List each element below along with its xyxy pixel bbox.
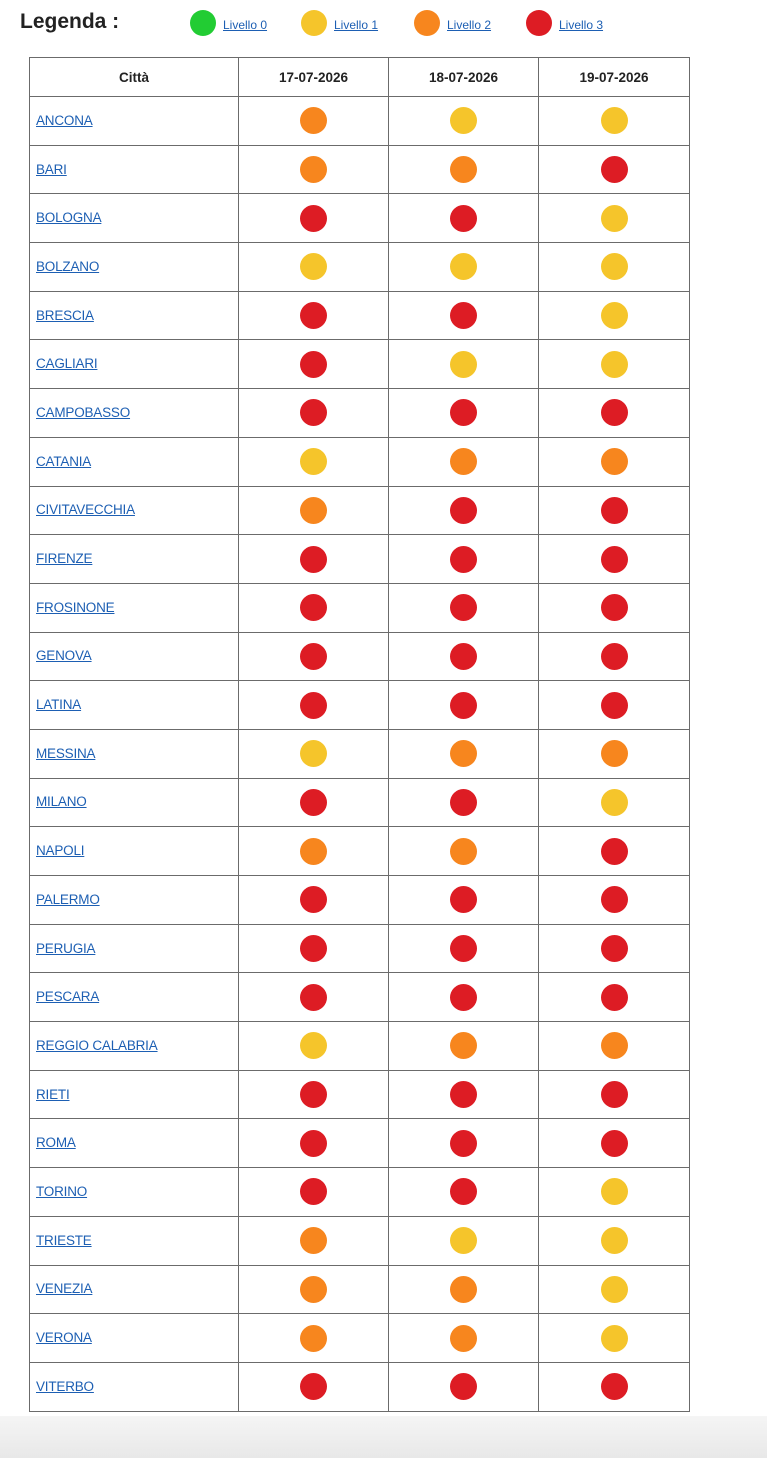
level-2-dot-icon xyxy=(300,1325,327,1352)
level-3-dot-icon xyxy=(450,643,477,670)
city-cell xyxy=(30,1070,239,1119)
level-cell-day-3 xyxy=(539,681,690,730)
forecast-table xyxy=(29,57,690,1412)
level-3-dot-icon xyxy=(450,935,477,962)
table-row xyxy=(30,729,690,778)
level-0-dot-icon xyxy=(190,10,216,36)
level-cell-day-2 xyxy=(389,973,539,1022)
level-3-dot-icon xyxy=(601,399,628,426)
level-cell-day-1 xyxy=(239,583,389,632)
level-2-dot-icon xyxy=(450,838,477,865)
level-3-dot-icon xyxy=(601,838,628,865)
city-link[interactable]: FIRENZE xyxy=(36,551,93,567)
level-cell-day-3 xyxy=(539,583,690,632)
level-1-dot-icon xyxy=(601,1276,628,1303)
level-1-dot-icon xyxy=(450,253,477,280)
level-cell-day-3 xyxy=(539,778,690,827)
city-link[interactable]: BOLZANO xyxy=(36,258,100,274)
level-2-dot-icon xyxy=(450,448,477,475)
level-cell-day-1 xyxy=(239,243,389,292)
level-cell-day-2 xyxy=(389,389,539,438)
city-cell xyxy=(30,1119,239,1168)
city-link[interactable]: LATINA xyxy=(36,697,82,713)
level-cell-day-1 xyxy=(239,1265,389,1314)
city-cell xyxy=(30,97,239,146)
level-cell-day-1 xyxy=(239,632,389,681)
city-cell xyxy=(30,1314,239,1363)
city-cell xyxy=(30,924,239,973)
city-cell xyxy=(30,827,239,876)
level-cell-day-2 xyxy=(389,535,539,584)
table-row xyxy=(30,1022,690,1071)
level-1-dot-icon xyxy=(601,107,628,134)
city-cell xyxy=(30,1216,239,1265)
level-1-dot-icon xyxy=(601,1178,628,1205)
level-cell-day-2 xyxy=(389,486,539,535)
level-cell-day-3 xyxy=(539,389,690,438)
level-cell-day-3 xyxy=(539,145,690,194)
level-cell-day-2 xyxy=(389,291,539,340)
city-link[interactable]: CAGLIARI xyxy=(36,356,98,372)
level-3-dot-icon xyxy=(601,984,628,1011)
level-1-dot-icon xyxy=(300,448,327,475)
level-3-dot-icon xyxy=(300,984,327,1011)
city-link[interactable]: RIETI xyxy=(36,1086,70,1102)
level-cell-day-2 xyxy=(389,1070,539,1119)
level-2-dot-icon xyxy=(414,10,440,36)
page-bottom-bar xyxy=(0,1416,767,1458)
level-2-dot-icon xyxy=(601,740,628,767)
level-cell-day-3 xyxy=(539,1070,690,1119)
level-3-dot-icon xyxy=(300,789,327,816)
city-link[interactable]: PESCARA xyxy=(36,989,100,1005)
level-3-dot-icon xyxy=(601,594,628,621)
city-cell xyxy=(30,583,239,632)
city-link[interactable]: REGGIO CALABRIA xyxy=(36,1037,158,1053)
table-row xyxy=(30,437,690,486)
level-cell-day-1 xyxy=(239,876,389,925)
level-1-dot-icon xyxy=(301,10,327,36)
level-cell-day-1 xyxy=(239,486,389,535)
level-3-dot-icon xyxy=(300,205,327,232)
table-row xyxy=(30,583,690,632)
city-cell xyxy=(30,729,239,778)
level-cell-day-1 xyxy=(239,973,389,1022)
level-cell-day-2 xyxy=(389,194,539,243)
level-2-dot-icon xyxy=(450,1032,477,1059)
level-cell-day-3 xyxy=(539,1362,690,1411)
table-row xyxy=(30,291,690,340)
city-link[interactable]: VITERBO xyxy=(36,1378,94,1394)
level-cell-day-1 xyxy=(239,681,389,730)
level-cell-day-3 xyxy=(539,1022,690,1071)
legend-link-level-0[interactable]: Livello 0 xyxy=(223,18,268,32)
level-3-dot-icon xyxy=(601,1373,628,1400)
level-3-dot-icon xyxy=(300,302,327,329)
level-1-dot-icon xyxy=(601,205,628,232)
level-2-dot-icon xyxy=(300,107,327,134)
level-3-dot-icon xyxy=(450,886,477,913)
level-cell-day-3 xyxy=(539,1265,690,1314)
level-cell-day-3 xyxy=(539,535,690,584)
level-cell-day-2 xyxy=(389,924,539,973)
level-3-dot-icon xyxy=(450,497,477,524)
city-cell xyxy=(30,1168,239,1217)
level-3-dot-icon xyxy=(601,886,628,913)
table-row xyxy=(30,389,690,438)
level-cell-day-2 xyxy=(389,1022,539,1071)
level-cell-day-1 xyxy=(239,1362,389,1411)
column-header-day-1: 17-07-2026 xyxy=(239,58,389,97)
level-cell-day-2 xyxy=(389,97,539,146)
level-cell-day-1 xyxy=(239,389,389,438)
level-cell-day-3 xyxy=(539,973,690,1022)
level-cell-day-1 xyxy=(239,145,389,194)
level-3-dot-icon xyxy=(450,1081,477,1108)
level-cell-day-3 xyxy=(539,1168,690,1217)
level-1-dot-icon xyxy=(601,253,628,280)
table-row xyxy=(30,632,690,681)
level-3-dot-icon xyxy=(450,302,477,329)
city-cell xyxy=(30,389,239,438)
level-3-dot-icon xyxy=(300,1081,327,1108)
level-3-dot-icon xyxy=(450,1130,477,1157)
city-link[interactable]: TORINO xyxy=(36,1183,88,1199)
city-cell xyxy=(30,876,239,925)
level-3-dot-icon xyxy=(300,399,327,426)
level-3-dot-icon xyxy=(601,1081,628,1108)
legend xyxy=(20,8,760,40)
column-header-day-2: 18-07-2026 xyxy=(389,58,539,97)
table-row xyxy=(30,924,690,973)
level-3-dot-icon xyxy=(300,594,327,621)
level-cell-day-2 xyxy=(389,681,539,730)
city-link[interactable]: MILANO xyxy=(36,794,87,810)
city-link[interactable]: CATANIA xyxy=(36,453,92,469)
level-cell-day-1 xyxy=(239,194,389,243)
level-cell-day-2 xyxy=(389,145,539,194)
column-header-city: Città xyxy=(30,58,239,97)
level-cell-day-1 xyxy=(239,1119,389,1168)
level-cell-day-2 xyxy=(389,778,539,827)
level-1-dot-icon xyxy=(300,740,327,767)
level-cell-day-1 xyxy=(239,340,389,389)
city-link[interactable]: GENOVA xyxy=(36,648,92,664)
level-cell-day-3 xyxy=(539,1216,690,1265)
city-cell xyxy=(30,632,239,681)
table-row xyxy=(30,827,690,876)
level-cell-day-2 xyxy=(389,243,539,292)
city-cell xyxy=(30,486,239,535)
table-row xyxy=(30,1070,690,1119)
table-row xyxy=(30,535,690,584)
legend-title: Legenda : xyxy=(20,10,120,33)
table-body xyxy=(30,97,690,1412)
level-cell-day-1 xyxy=(239,437,389,486)
level-cell-day-2 xyxy=(389,632,539,681)
table-row xyxy=(30,340,690,389)
level-cell-day-1 xyxy=(239,1168,389,1217)
level-3-dot-icon xyxy=(450,984,477,1011)
table-row xyxy=(30,194,690,243)
city-cell xyxy=(30,535,239,584)
level-cell-day-2 xyxy=(389,340,539,389)
city-cell xyxy=(30,437,239,486)
table-row xyxy=(30,681,690,730)
level-cell-day-3 xyxy=(539,632,690,681)
forecast-table-wrapper xyxy=(29,57,690,1412)
level-cell-day-2 xyxy=(389,437,539,486)
level-cell-day-2 xyxy=(389,1119,539,1168)
level-2-dot-icon xyxy=(450,1325,477,1352)
level-cell-day-3 xyxy=(539,291,690,340)
level-3-dot-icon xyxy=(601,692,628,719)
level-cell-day-3 xyxy=(539,1119,690,1168)
level-1-dot-icon xyxy=(300,253,327,280)
level-3-dot-icon xyxy=(300,1373,327,1400)
level-2-dot-icon xyxy=(300,497,327,524)
level-cell-day-3 xyxy=(539,97,690,146)
level-2-dot-icon xyxy=(300,1227,327,1254)
table-row xyxy=(30,486,690,535)
level-cell-day-3 xyxy=(539,924,690,973)
level-3-dot-icon xyxy=(601,1130,628,1157)
level-1-dot-icon xyxy=(450,107,477,134)
city-cell xyxy=(30,973,239,1022)
table-row xyxy=(30,1216,690,1265)
level-3-dot-icon xyxy=(450,789,477,816)
level-1-dot-icon xyxy=(300,1032,327,1059)
level-2-dot-icon xyxy=(300,838,327,865)
level-3-dot-icon xyxy=(450,594,477,621)
level-cell-day-3 xyxy=(539,194,690,243)
city-cell xyxy=(30,1362,239,1411)
city-link[interactable]: ANCONA xyxy=(36,112,93,128)
level-cell-day-3 xyxy=(539,437,690,486)
legend-link-level-1[interactable]: Livello 1 xyxy=(334,18,379,32)
level-cell-day-2 xyxy=(389,1362,539,1411)
level-cell-day-1 xyxy=(239,778,389,827)
city-link[interactable]: FROSINONE xyxy=(36,599,115,615)
city-cell xyxy=(30,681,239,730)
table-row xyxy=(30,1314,690,1363)
city-link[interactable]: CAMPOBASSO xyxy=(36,404,131,420)
city-link[interactable]: BRESCIA xyxy=(36,307,94,323)
city-link[interactable]: VERONA xyxy=(36,1330,92,1346)
legend-link-level-2[interactable]: Livello 2 xyxy=(447,18,492,32)
city-link[interactable]: ROMA xyxy=(36,1135,76,1151)
level-1-dot-icon xyxy=(450,1227,477,1254)
table-row xyxy=(30,876,690,925)
level-cell-day-3 xyxy=(539,486,690,535)
city-cell xyxy=(30,1265,239,1314)
table-row xyxy=(30,243,690,292)
level-1-dot-icon xyxy=(601,302,628,329)
level-3-dot-icon xyxy=(300,935,327,962)
city-cell xyxy=(30,778,239,827)
level-1-dot-icon xyxy=(450,351,477,378)
city-link[interactable]: MESSINA xyxy=(36,745,96,761)
level-3-dot-icon xyxy=(450,546,477,573)
level-3-dot-icon xyxy=(450,399,477,426)
city-cell xyxy=(30,291,239,340)
table-row xyxy=(30,1265,690,1314)
level-3-dot-icon xyxy=(601,546,628,573)
city-cell xyxy=(30,243,239,292)
level-cell-day-3 xyxy=(539,876,690,925)
level-cell-day-2 xyxy=(389,583,539,632)
level-3-dot-icon xyxy=(450,205,477,232)
level-cell-day-2 xyxy=(389,1314,539,1363)
level-3-dot-icon xyxy=(526,10,552,36)
level-cell-day-1 xyxy=(239,535,389,584)
table-row xyxy=(30,1119,690,1168)
level-1-dot-icon xyxy=(601,789,628,816)
level-3-dot-icon xyxy=(450,692,477,719)
city-cell xyxy=(30,194,239,243)
level-3-dot-icon xyxy=(300,886,327,913)
table-row xyxy=(30,778,690,827)
level-cell-day-2 xyxy=(389,1168,539,1217)
level-3-dot-icon xyxy=(601,497,628,524)
level-3-dot-icon xyxy=(300,351,327,378)
level-3-dot-icon xyxy=(300,1178,327,1205)
city-link[interactable]: CIVITAVECCHIA xyxy=(36,502,135,518)
table-row xyxy=(30,97,690,146)
level-3-dot-icon xyxy=(300,692,327,719)
column-header-day-3: 19-07-2026 xyxy=(539,58,690,97)
level-cell-day-1 xyxy=(239,729,389,778)
level-cell-day-1 xyxy=(239,97,389,146)
table-row xyxy=(30,145,690,194)
level-cell-day-3 xyxy=(539,1314,690,1363)
city-link[interactable]: TRIESTE xyxy=(36,1232,92,1248)
level-cell-day-1 xyxy=(239,1022,389,1071)
level-cell-day-2 xyxy=(389,876,539,925)
city-link[interactable]: PERUGIA xyxy=(36,940,96,956)
level-3-dot-icon xyxy=(300,643,327,670)
city-link[interactable]: VENEZIA xyxy=(36,1281,93,1297)
city-link[interactable]: BOLOGNA xyxy=(36,210,102,226)
level-3-dot-icon xyxy=(300,1130,327,1157)
level-3-dot-icon xyxy=(450,1373,477,1400)
level-2-dot-icon xyxy=(601,448,628,475)
level-3-dot-icon xyxy=(300,546,327,573)
level-2-dot-icon xyxy=(450,156,477,183)
level-cell-day-1 xyxy=(239,924,389,973)
level-3-dot-icon xyxy=(601,156,628,183)
level-2-dot-icon xyxy=(300,1276,327,1303)
level-cell-day-1 xyxy=(239,1314,389,1363)
level-2-dot-icon xyxy=(450,740,477,767)
level-cell-day-2 xyxy=(389,729,539,778)
level-1-dot-icon xyxy=(601,1227,628,1254)
level-cell-day-1 xyxy=(239,1216,389,1265)
city-cell xyxy=(30,1022,239,1071)
level-3-dot-icon xyxy=(601,935,628,962)
table-header-row xyxy=(30,58,690,97)
city-link[interactable]: PALERMO xyxy=(36,891,100,907)
level-cell-day-1 xyxy=(239,827,389,876)
level-2-dot-icon xyxy=(450,1276,477,1303)
city-link[interactable]: NAPOLI xyxy=(36,843,85,859)
level-2-dot-icon xyxy=(300,156,327,183)
level-cell-day-3 xyxy=(539,827,690,876)
level-cell-day-1 xyxy=(239,291,389,340)
city-cell xyxy=(30,340,239,389)
level-cell-day-2 xyxy=(389,827,539,876)
level-cell-day-3 xyxy=(539,729,690,778)
city-cell xyxy=(30,145,239,194)
table-row xyxy=(30,973,690,1022)
level-cell-day-2 xyxy=(389,1265,539,1314)
level-1-dot-icon xyxy=(601,1325,628,1352)
level-cell-day-2 xyxy=(389,1216,539,1265)
table-row xyxy=(30,1362,690,1411)
city-link[interactable]: BARI xyxy=(36,161,67,177)
table-row xyxy=(30,1168,690,1217)
level-1-dot-icon xyxy=(601,351,628,378)
level-cell-day-3 xyxy=(539,340,690,389)
level-2-dot-icon xyxy=(601,1032,628,1059)
level-cell-day-1 xyxy=(239,1070,389,1119)
level-3-dot-icon xyxy=(601,643,628,670)
level-3-dot-icon xyxy=(450,1178,477,1205)
legend-link-level-3[interactable]: Livello 3 xyxy=(559,18,604,32)
level-cell-day-3 xyxy=(539,243,690,292)
